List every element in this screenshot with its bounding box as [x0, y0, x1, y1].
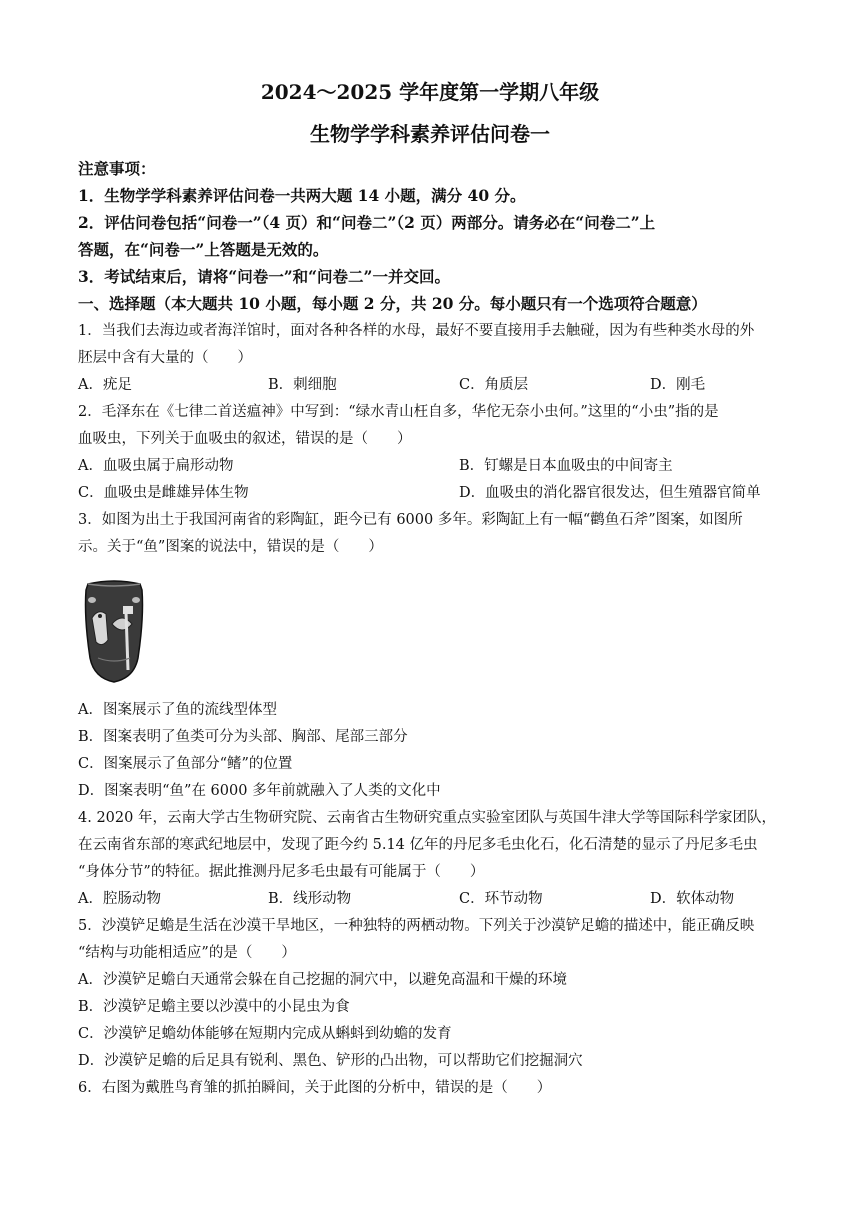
- q5-stem-line2: “结构与功能相适应”的是（ ）: [78, 945, 296, 961]
- q4-option-c: C．环节动物: [459, 891, 543, 907]
- q5-option-d: D．沙漠铲足蟾的后足具有锐利、黑色、铲形的凸出物，可以帮助它们挖掘洞穴: [78, 1053, 583, 1069]
- q4-stem-line2: 在云南省东部的寒武纪地层中，发现了距今约 5.14 亿年的丹尼多毛虫化石，化石清楚的显示了丹尼多毛虫: [78, 837, 758, 853]
- q4-option-a: A．腔肠动物: [78, 891, 161, 907]
- q3-option-a: A．图案展示了鱼的流线型体型: [78, 702, 277, 718]
- q1-option-d: D．刚毛: [650, 377, 706, 393]
- q3-stem-line2: 示。关于“鱼”图案的说法中，错误的是（ ）: [78, 539, 383, 555]
- q2-option-a: A．血吸虫属于扁形动物: [78, 458, 234, 474]
- notes-heading: 注意事项：: [78, 159, 156, 178]
- exam-title-line1: 2024～2025 学年度第一学期八年级: [260, 80, 600, 104]
- q1-option-a: A．疣足: [78, 377, 132, 393]
- painted-pottery-jar-image: [78, 578, 150, 684]
- q4-option-d: D．软体动物: [650, 891, 735, 907]
- q2-stem-line2: 血吸虫，下列关于血吸虫的叙述，错误的是（ ）: [78, 431, 412, 447]
- q1-stem-line1: 1．当我们去海边或者海洋馆时，面对各种各样的水母，最好不要直接用手去触碰，因为有些种类水母的外: [78, 323, 755, 339]
- q5-option-a: A．沙漠铲足蟾白天通常会躲在自己挖掘的洞穴中，以避免高温和干燥的环境: [78, 972, 567, 988]
- q1-option-c: C．角质层: [459, 377, 529, 393]
- q5-stem-line1: 5．沙漠铲足蟾是生活在沙漠干旱地区，一种独特的两栖动物。下列关于沙漠铲足蟾的描述中，能正确反映: [78, 918, 755, 934]
- q3-option-c: C．图案展示了鱼部分“鳍”的位置: [78, 756, 293, 772]
- note-2-line2: 答题，在“问卷一”上答题是无效的。: [78, 240, 329, 259]
- note-2-line1: 2．评估问卷包括“问卷一”（4 页）和“问卷二”（2 页）两部分。请务必在“问卷二”上: [78, 213, 656, 232]
- q4-stem-line3: “身体分节”的特征。据此推测丹尼多毛虫最有可能属于（ ）: [78, 864, 485, 880]
- note-3: 3．考试结束后，请将“问卷一”和“问卷二”一并交回。: [78, 267, 450, 286]
- q6-stem-line1: 6．右图为戴胜鸟育雏的抓拍瞬间，关于此图的分析中，错误的是（ ）: [78, 1080, 552, 1096]
- q1-option-b: B．刺细胞: [268, 377, 337, 393]
- q4-option-b: B．线形动物: [268, 891, 352, 907]
- q2-option-c: C．血吸虫是雌雄异体生物: [78, 485, 249, 501]
- q2-stem-line1: 2．毛泽东在《七律二首送瘟神》中写到：“绿水青山枉自多，华佗无奈小虫何。”这里的“小虫”指的是: [78, 404, 719, 420]
- q2-option-b: B．钉螺是日本血吸虫的中间寄主: [459, 458, 673, 474]
- section-1-heading: 一、选择题（本大题共 10 小题，每小题 2 分，共 20 分。每小题只有一个选项符合题意）: [78, 294, 707, 313]
- q5-option-c: C．沙漠铲足蟾幼体能够在短期内完成从蝌蚪到幼蟾的发育: [78, 1026, 452, 1042]
- q3-option-b: B．图案表明了鱼类可分为头部、胸部、尾部三部分: [78, 729, 408, 745]
- exam-title-line2: 生物学学科素养评估问卷一: [310, 122, 550, 146]
- q5-option-b: B．沙漠铲足蟾主要以沙漠中的小昆虫为食: [78, 999, 350, 1015]
- note-1: 1．生物学学科素养评估问卷一共两大题 14 小题，满分 40 分。: [78, 186, 526, 205]
- q1-stem-line2: 胚层中含有大量的（ ）: [78, 350, 252, 366]
- q3-option-d: D．图案表明“鱼”在 6000 多年前就融入了人类的文化中: [78, 783, 441, 799]
- q4-stem-line1: 4. 2020 年，云南大学古生物研究院、云南省古生物研究重点实验室团队与英国牛津大学等国际科学家团队，: [78, 810, 776, 826]
- q2-option-d: D．血吸虫的消化器官很发达，但生殖器官简单: [459, 485, 761, 501]
- q3-stem-line1: 3．如图为出土于我国河南省的彩陶缸，距今已有 6000 多年。彩陶缸上有一幅“鹳鱼石斧”图案，如图所: [78, 512, 743, 528]
